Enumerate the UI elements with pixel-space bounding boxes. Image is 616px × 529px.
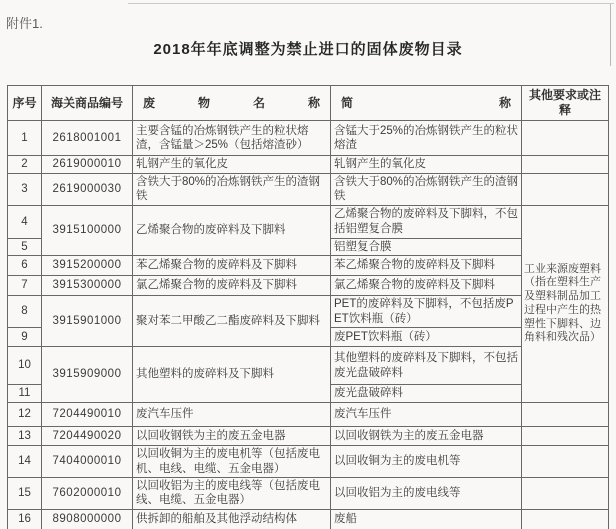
row-short: 废汽车压件 [331,403,522,427]
table-row [8,276,609,296]
row-no: 10 [8,347,42,385]
row-no: 8 [8,296,42,328]
row-code: 2619000010 [42,156,133,174]
row-no: 7 [8,276,42,296]
row-code: 3915909000 [42,347,133,403]
table-row [8,403,609,427]
row-code: 3915100000 [42,205,133,255]
row-no: 1 [8,121,42,156]
row-name: 供拆卸的船舶及其他浮动结构体 [133,509,331,529]
row-name: 废汽车压件 [133,403,331,427]
row-note [522,446,609,478]
row-name: 以回收铝为主的废电线等（包括废电线、电缆、五金电器） [133,477,331,509]
row-name: 聚对苯二甲酸乙二酯废碎料及下脚料 [133,296,331,347]
row-note [522,477,609,509]
col-header-code: 海关商品编号 [42,86,133,121]
row-short: 轧钢产生的氧化皮 [331,156,522,174]
row-note [522,174,609,206]
row-no: 14 [8,446,42,478]
row-code: 2619000030 [42,174,133,206]
row-note [522,427,609,446]
row-name: 主要含锰的冶炼钢铁产生的粒状熔渣，含锰量＞25%（包括熔渣砂） [133,121,331,156]
row-no: 4 [8,205,42,238]
row-name: 轧钢产生的氧化皮 [133,156,331,174]
row-no: 5 [8,238,42,255]
table-row [8,347,609,385]
merged-note-cell: 工业来源废塑料（指在塑料生产及塑料制品加工过程中产生的热塑性下脚料、边角料和残次品） [522,205,609,402]
page-title: 2018年年底调整为禁止进口的固体废物目录 [153,41,463,58]
col-header-note: 其他要求或注释 [522,86,609,121]
table-row [8,427,609,446]
prohibited-waste-table [7,85,609,529]
row-no: 2 [8,156,42,174]
row-code: 3915200000 [42,256,133,276]
col-header-name: 废物名称 [133,86,331,121]
row-short: 以回收钢铁为主的废五金电器 [331,427,522,446]
row-short: 含锰大于25%的冶炼钢铁产生的粒状熔渣 [331,121,522,156]
row-no: 16 [8,509,42,529]
table-row [8,296,609,328]
row-short: 铝塑复合膜 [331,238,522,255]
row-note [522,156,609,174]
row-code: 3915901000 [42,296,133,347]
row-short: 氯乙烯聚合物的废碎料及下脚料 [331,276,522,296]
row-code: 7404000010 [42,446,133,478]
table-row [8,121,609,156]
attachment-label: 附件1. [6,16,43,31]
row-short: PET的废碎料及下脚料，不包括废PET饮料瓶（砖） [331,296,522,328]
row-short: 苯乙烯聚合物的废碎料及下脚料 [331,256,522,276]
table-row [8,446,609,478]
row-no: 6 [8,256,42,276]
row-note [522,509,609,529]
header-row [8,86,609,121]
table-row [8,156,609,174]
row-name: 其他塑料的废碎料及下脚料 [133,347,331,403]
table-row [8,509,609,529]
row-no: 11 [8,385,42,403]
row-no: 15 [8,477,42,509]
row-note [522,403,609,427]
table-row [8,256,609,276]
row-short: 废光盘破碎料 [331,385,522,403]
row-short: 以回收铜为主的废电机等 [331,446,522,478]
row-name: 苯乙烯聚合物的废碎料及下脚料 [133,256,331,276]
row-no: 12 [8,403,42,427]
row-code: 7602000010 [42,477,133,509]
row-short: 以回收铝为主的废电线等 [331,477,522,509]
row-no: 9 [8,328,42,347]
table-row [8,174,609,206]
row-short: 含铁大于80%的冶炼钢铁产生的渣钢铁 [331,174,522,206]
row-code: 3915300000 [42,276,133,296]
row-no: 3 [8,174,42,206]
row-short: 废PET饮料瓶（砖） [331,328,522,347]
row-note [522,121,609,156]
row-short: 乙烯聚合物的废碎料及下脚料，不包括铝塑复合膜 [331,205,522,238]
col-header-no: 序号 [8,86,42,121]
row-short: 其他塑料的废碎料及下脚料，不包括废光盘破碎料 [331,347,522,385]
row-name: 含铁大于80%的冶炼钢铁产生的渣钢铁 [133,174,331,206]
row-no: 13 [8,427,42,446]
row-code: 2618001001 [42,121,133,156]
row-code: 7204490010 [42,403,133,427]
col-header-short: 简称 [331,86,522,121]
row-name: 氯乙烯聚合物的废碎料及下脚料 [133,276,331,296]
table-row [8,205,609,238]
row-code: 8908000000 [42,509,133,529]
row-name: 以回收钢铁为主的废五金电器 [133,427,331,446]
table-row [8,477,609,509]
row-short: 废船 [331,509,522,529]
row-name: 以回收铜为主的废电机等（包括废电机、电线、电缆、五金电器） [133,446,331,478]
row-code: 7204490020 [42,427,133,446]
row-name: 乙烯聚合物的废碎料及下脚料 [133,205,331,255]
scan-artifact-top-line [128,3,614,4]
